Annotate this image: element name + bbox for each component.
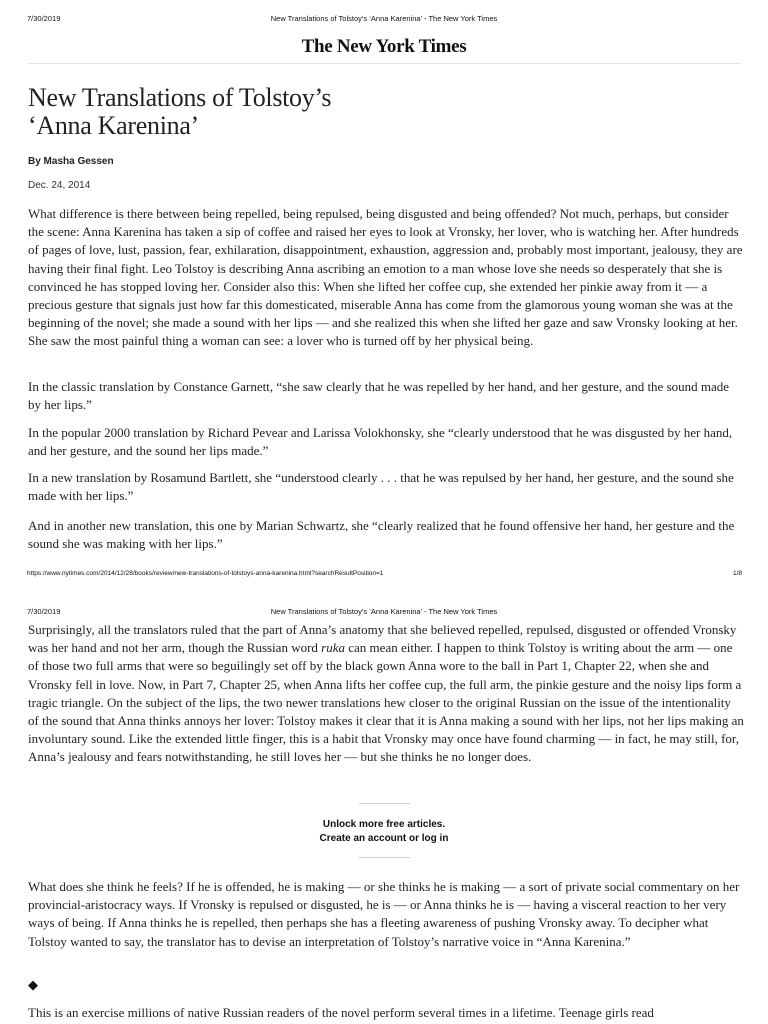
paragraph-text-segment: Surprisingly, all the translators ruled that the part of Anna’s anatomy that she believed repelled, repulsed, disgusted or offended Vronsky was her hand and not her arm, though the Russian word — [28, 622, 737, 656]
print-title: New Translations of Tolstoy’s ‘Anna Karenina’ - The New York Times — [270, 607, 498, 616]
article-paragraph — [28, 517, 744, 553]
print-url: https://www.nytimes.com/2014/12/28/books/review/new-translations-of-tolstoys-anna-karenina.html?searchResultPosition=1 — [27, 570, 384, 577]
headline — [28, 84, 448, 140]
paragraph-text: In the popular 2000 translation by Richard Pevear and Larissa Volokhonsky, she “clearly understood that he was disgusted by her hand, and her gesture, and the sound her lips made.” — [28, 425, 733, 459]
page-number: 1/8 — [732, 570, 742, 577]
cta-divider-bottom — [359, 857, 410, 858]
print-footer — [0, 570, 768, 582]
publish-date: Dec. 24, 2014 — [28, 180, 91, 191]
headline-line-1: New Translations of Tolstoy’s — [28, 83, 332, 112]
print-date: 7/30/2019 — [27, 14, 61, 23]
unlock-articles-text: Unlock more free articles. — [322, 819, 446, 830]
paragraph-text: What does she think he feels? If he is offended, he is making — or she thinks he is making — a sort of private social commentary on her provincial-aristocracy ways. If Vronsky is repulsed or disgusted, he is — or Anna thinks he is — having a visceral reaction to her very ways of being. If Anna thinks he is repelled, then perhaps she has a fleeting awareness of pushing Vronsky away. To decipher what Tolstoy wanted to say, the translator has to devise an interpretation of Tolstoy’s narrative voice in “Anna Karenina.” — [28, 879, 740, 949]
russian-word: ruka — [321, 640, 346, 656]
article-paragraph — [28, 424, 744, 460]
print-header — [0, 607, 768, 621]
paragraph-text: In the classic translation by Constance Garnett, “she saw clearly that he was repelled by her hand, and her gesture, and the sound made by her lips.” — [28, 379, 730, 413]
article-paragraph — [28, 621, 744, 767]
paragraph-text: And in another new translation, this one by Marian Schwartz, she “clearly realized that he found offensive her hand, her gesture and the sound she was making with her lips.” — [28, 518, 735, 552]
print-header — [0, 14, 768, 28]
header-divider — [28, 63, 741, 64]
byline[interactable]: By Masha Gessen — [28, 156, 114, 167]
article-paragraph — [28, 378, 744, 414]
paragraph-text-segment: can mean either. I happen to think Tolstoy is writing about the arm — one of those two full arms that were so beguilingly set off by the black gown Anna wore to the ball in Part 1, Chapter 22, when she and Vronsky fell in love. Now, in Part 7, Chapter 25, when Anna lifts her coffee cup, the full arm, the pinkie gesture and the noisy lips form a tragic triangle. On the subject of the lips, the two newer translations hew closer to the original Russian on the issue of the intentionality of the sound that Anna thinks annoys her lover: Tolstoy makes it clear that it is Anna making a sound with her lips, not her lips making an involuntary sound. Like the extended little finger, this is a habit that Vronsky may once have found charming — in fact, he may still, for, Anna’s jealousy and fears notwithstanding, he still loves her — but she thinks he no longer does. — [28, 640, 744, 765]
paragraph-text: In a new translation by Rosamund Bartlett, she “understood clearly . . . that he was repulsed by her hand, her gesture, and the sound she made with her lips.” — [28, 470, 734, 504]
article-paragraph — [28, 469, 744, 505]
paragraph-text: What difference is there between being repelled, being repulsed, being disgusted and being offended? Not much, perhaps, but consider the scene: Anna Karenina has taken a sip of coffee and raised her eyes to look at Vronsky, her lover, who is watching her. After hundreds of pages of love, lust, passion, fear, exhilaration, disappointment, exhaustion, aggression and, probably most important, jealousy, they are having their final fight. Leo Tolstoy is describing Anna ascribing an emotion to a man whose love she needs so desperately that she is convinced he has stopped loving her. Consider also this: When she lifted her coffee cup, she extended her pinkie away from it — a precious gesture that signals just how far this domesticated, miserable Anna has come from the glamorous young woman she was at the beginning of the novel; she made a sound with her lips — and she realized this when she lifted her gaze and saw Vronsky looking at her. She saw the most painful thing a woman can see: a lover who is turned off by her physical being. — [28, 206, 743, 349]
print-date: 7/30/2019 — [27, 607, 61, 616]
paragraph-text: This is an exercise millions of native Russian readers of the novel perform several times in a lifetime. Teenage girls read — [28, 1005, 654, 1020]
article-paragraph — [28, 878, 744, 951]
cta-divider-top — [359, 803, 410, 804]
article-paragraph — [28, 205, 744, 351]
article-paragraph — [28, 1004, 744, 1022]
paragraph-text — [28, 621, 744, 767]
print-title: New Translations of Tolstoy’s ‘Anna Karenina’ - The New York Times — [270, 14, 498, 23]
unlock-articles-prompt — [0, 818, 768, 846]
nyt-logo[interactable]: The New York Times — [301, 36, 467, 57]
headline-line-2: ‘Anna Karenina’ — [28, 111, 199, 140]
create-account-link[interactable]: Create an account or log in — [319, 833, 449, 844]
section-break-diamond-icon: ◆ — [28, 977, 38, 992]
